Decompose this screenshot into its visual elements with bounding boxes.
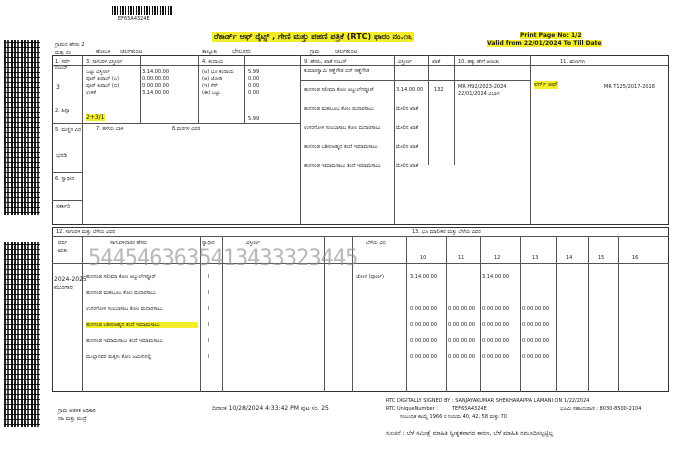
crop-row-name: ಮುಲ್ಲಾನವರ ಮಕ್ಕಳು ಕೋಂ ಜಮೀನಿನಲ್ಲಿ <box>86 354 152 360</box>
crop-row-value-b: 0.00.00.00 <box>448 354 476 360</box>
area-row-label: ಪೂರ್ ಖರಾಬ್ (ಎ) <box>86 76 120 82</box>
district-label: ಗ್ರಾಮದ ಹೆಸರು 2 <box>55 42 85 48</box>
tax-row-value: 0.00 <box>248 90 260 96</box>
owner-area: 3.14.00.00 <box>396 87 424 93</box>
crop-row-value-c: 3.14.00.00 <box>482 274 510 280</box>
unique-value: TEF65A4324E <box>452 406 487 412</box>
col3-label: 3. ಸಾಗುವಳಿ ವಿಸ್ತೀರ್ಣ <box>86 59 123 65</box>
col2-label: 2. ಹಿಸ್ಸಾ <box>55 108 70 114</box>
side-barcode-top <box>4 40 40 215</box>
crop-row-value-a: 0.00.00.00 <box>410 354 438 360</box>
tax-row-label: (ಈ) ಒಟ್ಟು <box>202 90 221 96</box>
owner-name: ಹುನಸಂಡ ಸಲೀಮಾ ಕೋಂ ಅಬ್ದುಲ್‌ಗಫ್ಫೂರ್ <box>304 87 375 93</box>
hobli-value: ಬೇಲೂರು <box>232 48 251 55</box>
tax-row-label: (ಇ) ಸೆಸ್ <box>202 83 218 89</box>
tenure-label: 6. ಸ್ವಾಧೀನ <box>55 176 75 182</box>
col-season: ಋತು <box>58 248 68 254</box>
owner-status: ಮೇಲಿನ ಖಾತೆ <box>396 106 419 112</box>
soil-label: 5. ಮಣ್ಣಿನ ವಿಧ <box>55 127 82 133</box>
col-name: ಸಾಗುವಳಿದಾರರ ಹೆಸರು <box>110 240 148 246</box>
col-year: ವರ್ಷ <box>58 240 68 246</box>
col-crop: ಬೆಳೆಯ ವಿಧ <box>366 240 386 246</box>
barcode-code: EF65A4324E <box>118 16 150 22</box>
owner-status: ಮೇಲಿನ ಖಾತೆ <box>396 163 419 169</box>
crop-season: ಮುಂಗಾರ <box>54 284 73 291</box>
crop-row-code: I <box>208 322 210 328</box>
area-row-value: 3.14.00.00 <box>142 90 170 96</box>
crop-row-value-a: 3.14.00.00 <box>410 274 438 280</box>
tree-label: 8.ಮರಗಳ ವಿವರ <box>172 126 201 132</box>
area-col-label: ವಿಸ್ತೀರ್ಣ <box>398 59 412 65</box>
crop-row-value-b: 0.00.00.00 <box>448 306 476 312</box>
column-number: 14 <box>566 255 573 261</box>
tax-row-value: 5.99 <box>248 69 260 75</box>
mutation-highlight: ವರ್ಗ್ ಆಫ್ <box>534 81 558 88</box>
area-row-label: ಒಟ್ಟು ವಿಸ್ತೀರ್ಣ <box>86 69 111 75</box>
crop-row-value-a: 0.00.00.00 <box>410 306 438 312</box>
footer-note: ಸೂಚನೆ : ಬೆಳೆ ಸಮೀಕ್ಷೆ ಮಾಹಿತಿ ಸ್ವೀಕೃತವಾಗದ ಕಾರಣ, ಬೆಳೆ ಮಾಹಿತಿ ನಮೂದಿಸಲ್ಪಟ್ಟಿಲ್ಲ <box>386 430 554 437</box>
column-number: 10 <box>420 255 427 261</box>
area-row-value: 0.00.00.00 <box>142 76 170 82</box>
soil-value: ಭರಡಿ <box>56 152 68 159</box>
crop-row-value-a: 0.00.00.00 <box>410 338 438 344</box>
unique-label: RTC UniqueNumber : <box>386 406 438 412</box>
valid-from: Valid from 22/01/2024 To Till Date <box>487 40 602 47</box>
village-label: ಗ್ರಾಮ <box>310 49 320 55</box>
district-value: ಮತ್ತು ನಂ <box>55 50 72 56</box>
village-value: ಚರ್ಲಕುಂಟ <box>335 48 358 55</box>
left-signature-label: ಗ್ರಾಮ ಆಡಳಿತ ಅಧಿಕಾರಿ <box>58 408 96 414</box>
print-page-no: Print Page No: 1/2 <box>520 32 582 39</box>
hobli-label: ತಾಲ್ಲೂಕು <box>202 49 218 55</box>
section12-label: 12. ಸಾಗುವಳಿ ಮತ್ತು ಬೆಳೆಯ ವಿವರ <box>56 229 116 235</box>
irrigation-label: 7. ಹಳೆಯ ಬಾಳಿ <box>96 126 124 132</box>
rights-line: ಸಂಬಂಧಿತ ಕಾಯ್ದೆ 1966 ರ ನಿಯಮ 40, 42, 58 ಮತ್ತು 70 <box>400 414 507 420</box>
side-barcode-bottom <box>4 242 40 427</box>
document-title: ರೆಕಾರ್ಡ್ ಆಫ್ ರೈಟ್ಸ್ , ಗೇಣಿ ಮತ್ತು ಪಹಣಿ ಪತ್ರಿಕೆ (RTC) ಫಾರಂ ನಂ.೧೬ <box>214 32 413 41</box>
print-date: ದಿನಾಂಕ 10/28/2024 4:33:42 PM ಪುಟ ಸಂ. 25 <box>212 405 329 412</box>
hissa-value: 2+3/1 <box>86 114 105 121</box>
crop-row-value-c: 0.00.00.00 <box>482 322 510 328</box>
digital-signature: RTC DIGITALLY SIGNED BY : SANJAYAKUMAR SHEKHARAPPA LAMANI ON 1/22/2024 <box>386 398 590 404</box>
left-signature-label-2: ಸಹಿ ಮತ್ತು ಮುದ್ರೆ <box>58 416 87 422</box>
column-number: 15 <box>598 255 605 261</box>
col1-label: 1. ಸರ್ವೆ ನಂಬರ್ <box>55 59 71 71</box>
area-row-label: ಪೂರ್ ಖರಾಬ್ (ಬಿ) <box>86 83 120 89</box>
owner-name: ಹುನಸಂಡ ಮಹಬೂಬ ಕೋಂ ಮದಾರಸಾಬು <box>304 106 374 112</box>
owner-status: ಮೇಲಿನ ಖಾತೆ <box>396 125 419 131</box>
col9-label: 9. ಹೆಸರು, ಖಾತೆ ನಂಬರ್ <box>304 59 347 65</box>
tax-row-value: 0.00 <box>248 83 260 89</box>
column-number: 11 <box>458 255 465 261</box>
helpline: ಭೂಮಿ ಸಹಾಯವಾಣಿ : 8030-8500-2104 <box>560 406 642 412</box>
khata-col-label: ಖಾತೆ <box>432 59 441 65</box>
survey-number: 3 <box>56 84 60 91</box>
owner-name: ಹುನಸಂಡ ಬಶೀರಅಹ್ಮದ ತಂದೆ ಇಮಾಮಸಾಬು <box>304 144 378 150</box>
col11-label: 11. ಋಣಗಳು <box>560 59 586 65</box>
crop-row-value-d: 0.00.00.00 <box>522 306 550 312</box>
mutation-date: 22/01/2024 ವಿಭಾಗ <box>458 91 500 97</box>
crop-row-value-b: 0.00.00.00 <box>448 322 476 328</box>
crop-row-name: ಹುನಸಂಡ ಬಶೀರಅಹ್ಮದ ತಂದೆ ಇಮಾಮಸಾಬು <box>86 322 198 328</box>
col4-label: 4. ಕಂದಾಯ <box>202 59 224 65</box>
crop-row-code: I <box>208 338 210 344</box>
crop-row-code: I <box>208 354 210 360</box>
crop-row-crop: ಜೋಳ (ಪೂರ್ಣ) <box>356 274 384 280</box>
crop-row-value-a: 0.00.00.00 <box>410 322 438 328</box>
crop-row-value-c: 0.00.00.00 <box>482 338 510 344</box>
crop-row-value-c: 0.00.00.00 <box>482 306 510 312</box>
column-number: 12 <box>494 255 501 261</box>
owner-name: ಹುನಸಂಡ ಇಮಾಮಸಾಬು ತಂದೆ ಇಮಾಮಸಾಬು <box>304 163 381 169</box>
crop-row-value-c: 0.00.00.00 <box>482 354 510 360</box>
crop-row-name: ಉಗರಗೋಳ ಸುಲಭಾಸಾಬ ಕೋಂ ಮದಾರಸಾಬು <box>86 306 163 312</box>
column-number: 13 <box>532 255 539 261</box>
taluk-label: ಹೋಬಳಿ <box>96 49 111 55</box>
area-row-value: 3.14.00.00 <box>142 69 170 75</box>
crop-row-name: ಹುನಸಂಡ ಸಲೀಮಾ ಕೋಂ ಅಬ್ದುಲ್‌ಗಫ್ಫೂರ್ <box>86 274 157 280</box>
tenure-value: ಸರ್ಕಾರಿ <box>56 203 71 210</box>
area-row-value: 0.00.00.00 <box>142 83 170 89</box>
crop-row-value-d: 0.00.00.00 <box>522 322 550 328</box>
crop-year: 2024-2025 <box>54 276 87 283</box>
taluk-value: ಚರ್ಲಕುಂಟ <box>120 48 143 55</box>
section13-label: 13. ಭೂ ಮಾಲೀಕರ ಮತ್ತು ಬೆಳೆಯ ವಿವರ <box>412 229 481 235</box>
col-tenure: ಸ್ವಾಧೀನ <box>202 240 215 246</box>
column-number: 16 <box>632 255 639 261</box>
mutation-col-label: 10. ಹಕ್ಕು ಹೇಗೆ ಆಯಿತು <box>458 59 500 65</box>
crop-row-code: I <box>208 306 210 312</box>
total-tax: 5.99 <box>248 116 260 122</box>
crop-row-value-b: 0.00.00.00 <box>448 338 476 344</box>
mutation-old: MR T125/2017-2018 <box>604 84 655 90</box>
crop-row-value-d: 0.00.00.00 <box>522 338 550 344</box>
crop-row-code: I <box>208 290 210 296</box>
crop-row-code: I <box>208 274 210 280</box>
owner-status: ಮೇಲಿನ ಖಾತೆ <box>396 144 419 150</box>
tax-row-label: (ಅ) ಭೂ ಕಂದಾಯ <box>202 69 234 75</box>
area-row-label: ಉಳಿಕೆ <box>86 90 96 96</box>
owner-khata: 132 <box>434 87 444 93</box>
watermark: 5445463635413433323445 <box>88 246 358 271</box>
col-area: ವಿಸ್ತೀರ್ಣ <box>246 240 260 246</box>
crop-row-name: ಹುನಸಂಡ ಮಹಬೂಬ ಕೋಂ ಮದಾರಸಾಬು <box>86 290 156 296</box>
tax-row-label: (ಆ) ಜೋಡಿ <box>202 76 223 82</box>
crop-row-value-d: 0.00.00.00 <box>522 354 550 360</box>
header-barcode <box>112 6 172 15</box>
mutation-number: MR H92/2023-2024 <box>458 84 507 90</box>
crop-row-name: ಹುನಸಂಡ ಇಮಾಮಸಾಬು ತಂದೆ ಇಮಾಮಸಾಬು <box>86 338 163 344</box>
owner-name: ಕುಮಾರಸ್ವಾಮಿ ಸಣ್ಣೆಗೌಡ ಬಿನ್ ಸಣ್ಣೆಗೌಡ <box>304 68 370 74</box>
tax-row-value: 0.00 <box>248 76 260 82</box>
owner-name: ಉಗರಗೋಳ ಸುಲಭಾಸಾಬ ಕೋಂ ಮದಾರಸಾಬು <box>304 125 381 131</box>
